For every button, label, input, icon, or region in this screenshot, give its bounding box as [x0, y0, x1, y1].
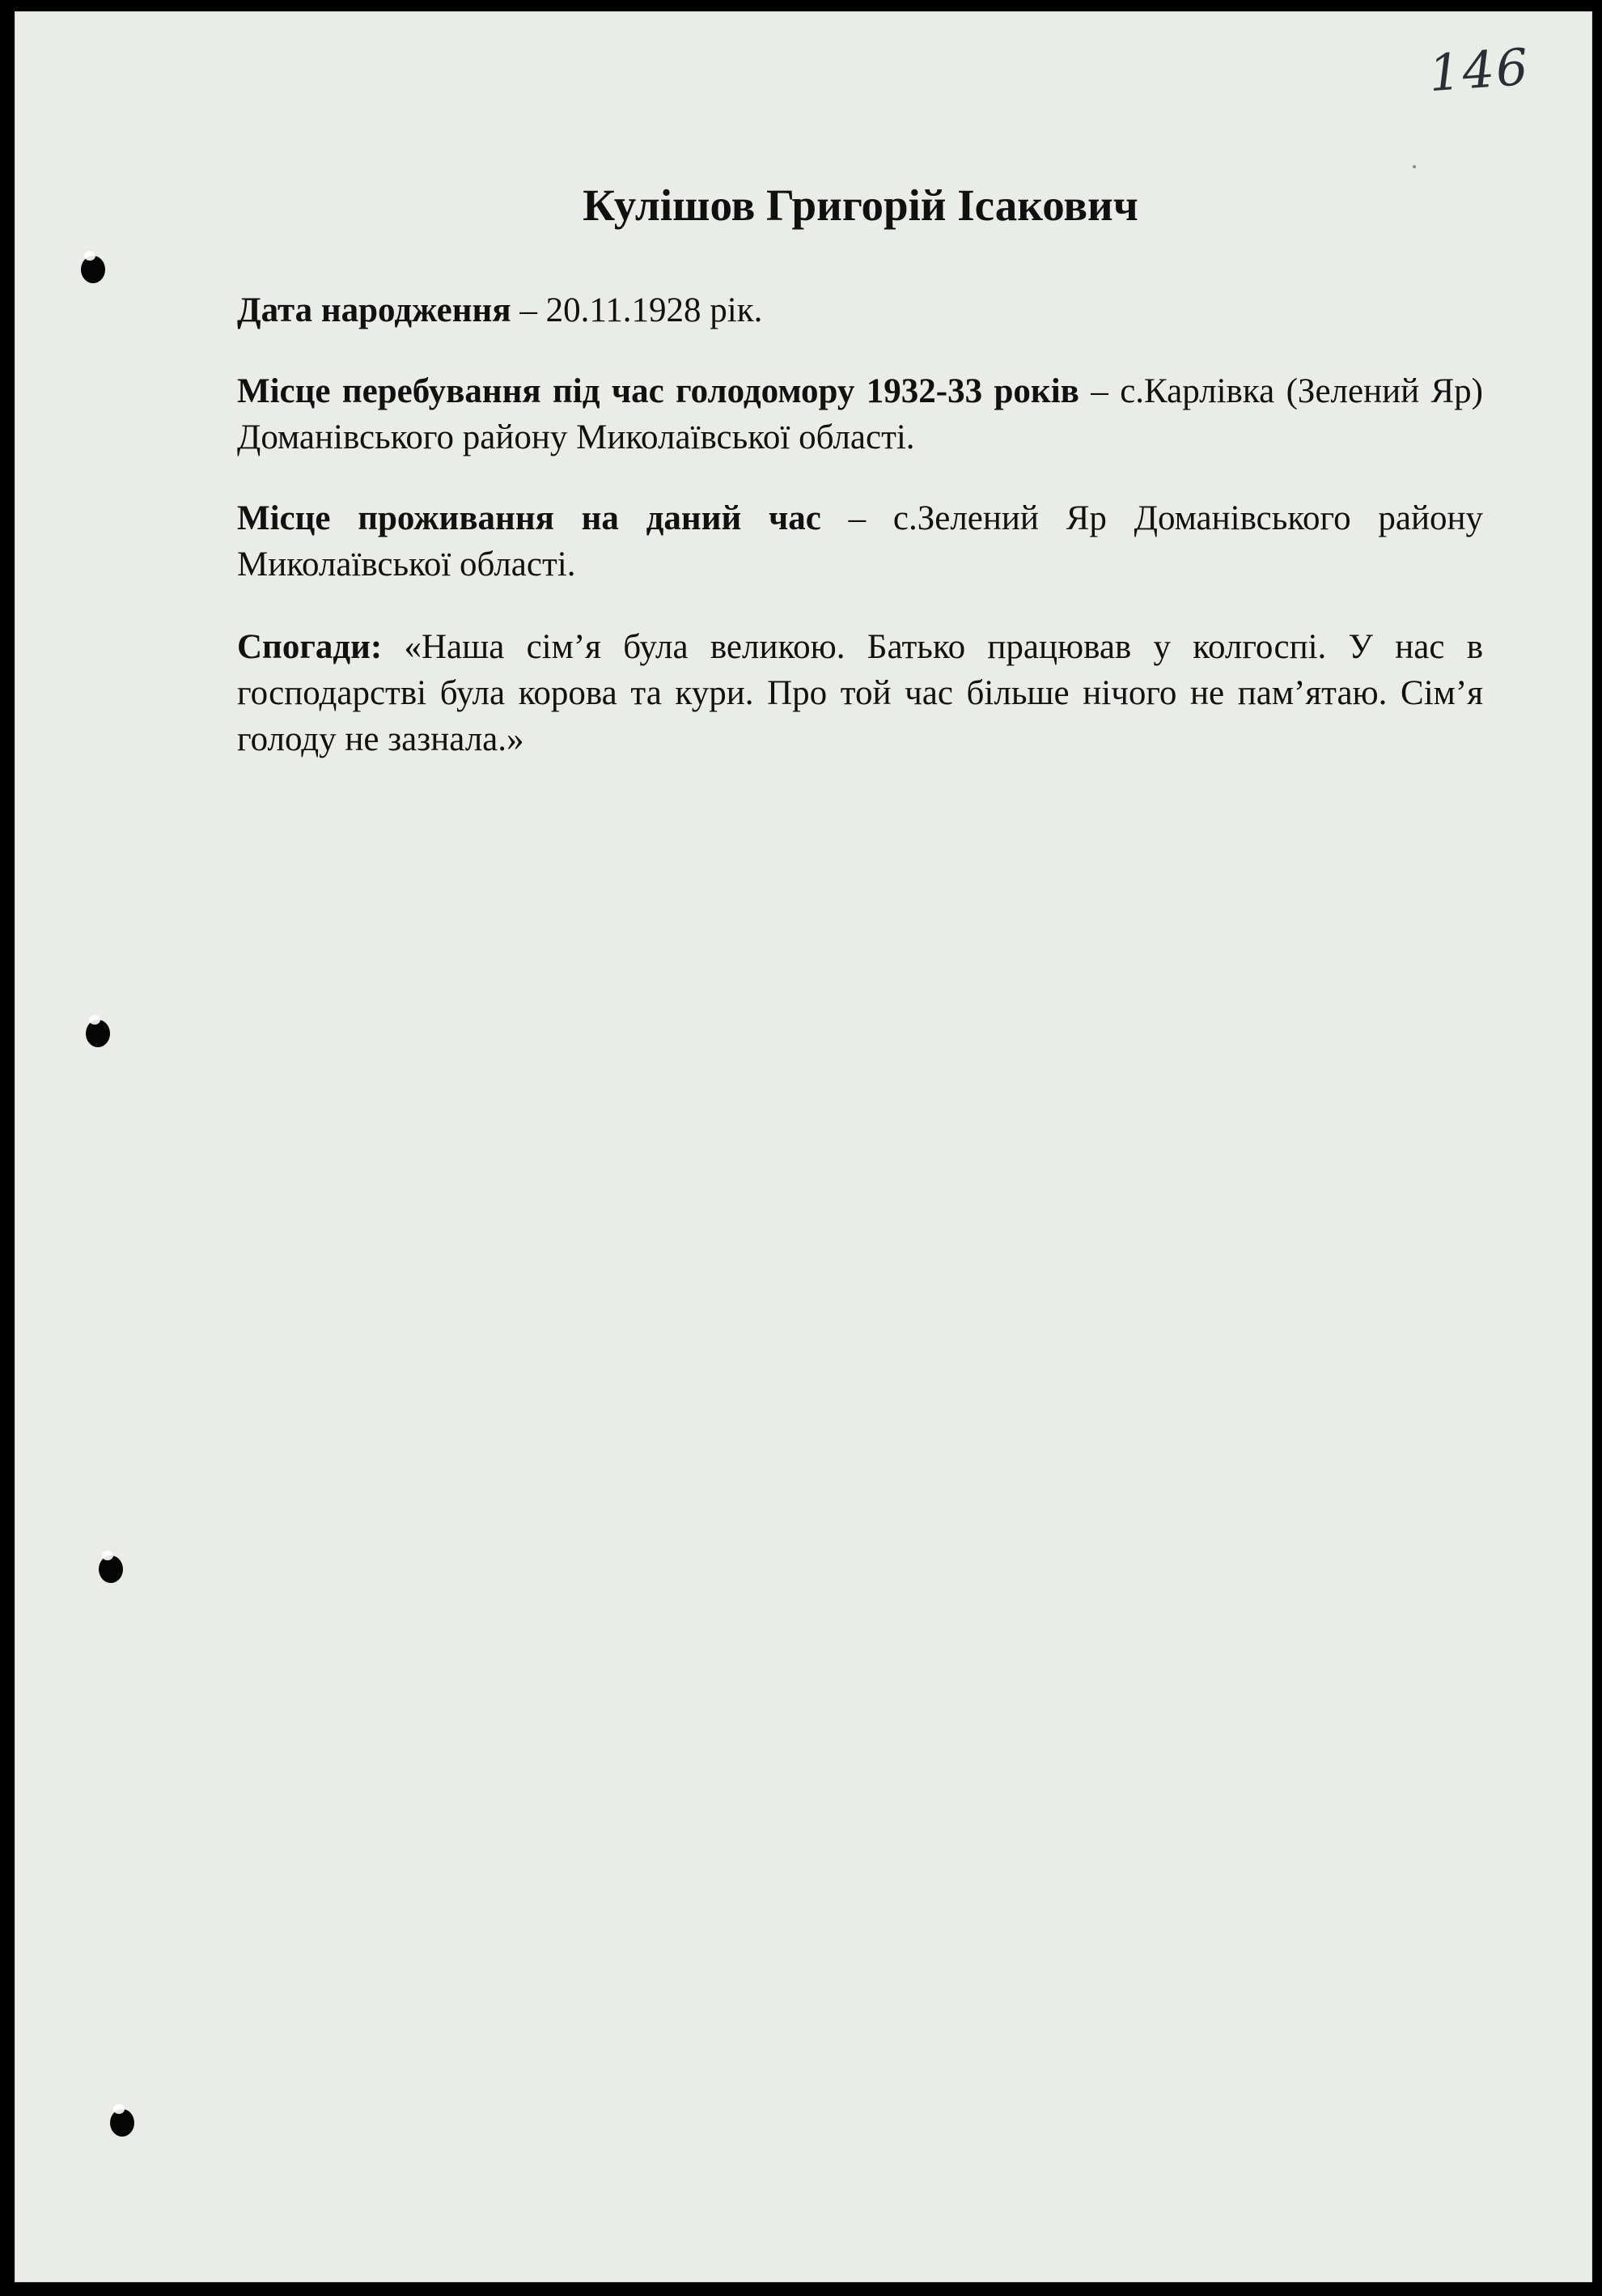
memories-field — [237, 624, 1483, 762]
current-residence-label: Місце проживання на даний час — [237, 499, 821, 537]
memories-value: «Наша сім’я була великою. Батько працював у колгоспі. У нас в господарстві була корова та кури. Про той час більше нічого не пам’ятаю. Сім’я голоду не зазнала.» — [237, 628, 1484, 758]
current-residence-value: с.Зелений Яр Доманівського району Миколаївської області. — [237, 499, 1483, 584]
famine-location-value: с.Карлівка (Зелений Яр) Доманівського району Миколаївської області. — [237, 372, 1484, 456]
paper-sheet — [15, 11, 1592, 2282]
current-residence-field — [237, 495, 1483, 588]
birth-date-value: 20.11.1928 рік. — [545, 291, 763, 329]
famine-location-separator: – — [1079, 372, 1121, 410]
memories-separator — [382, 628, 404, 666]
current-residence-separator: – — [820, 499, 893, 537]
punch-hole-2 — [86, 1020, 110, 1047]
page-title: Кулішов Григорій Ісакович — [583, 180, 1138, 230]
famine-location-label: Місце перебування під час голодомору 1932-33 років — [237, 372, 1079, 410]
birth-date-field — [237, 287, 1483, 333]
memories-label: Спогади: — [237, 628, 383, 666]
punch-hole-4 — [110, 2109, 134, 2137]
famine-location-field — [237, 368, 1483, 460]
punch-hole-1 — [81, 256, 105, 283]
handwritten-page-number: 146 — [1426, 36, 1532, 104]
stray-dot-mark — [1413, 165, 1416, 168]
birth-date-separator: – — [511, 291, 546, 329]
birth-date-label: Дата народження — [237, 291, 511, 329]
punch-hole-3 — [99, 1555, 123, 1583]
